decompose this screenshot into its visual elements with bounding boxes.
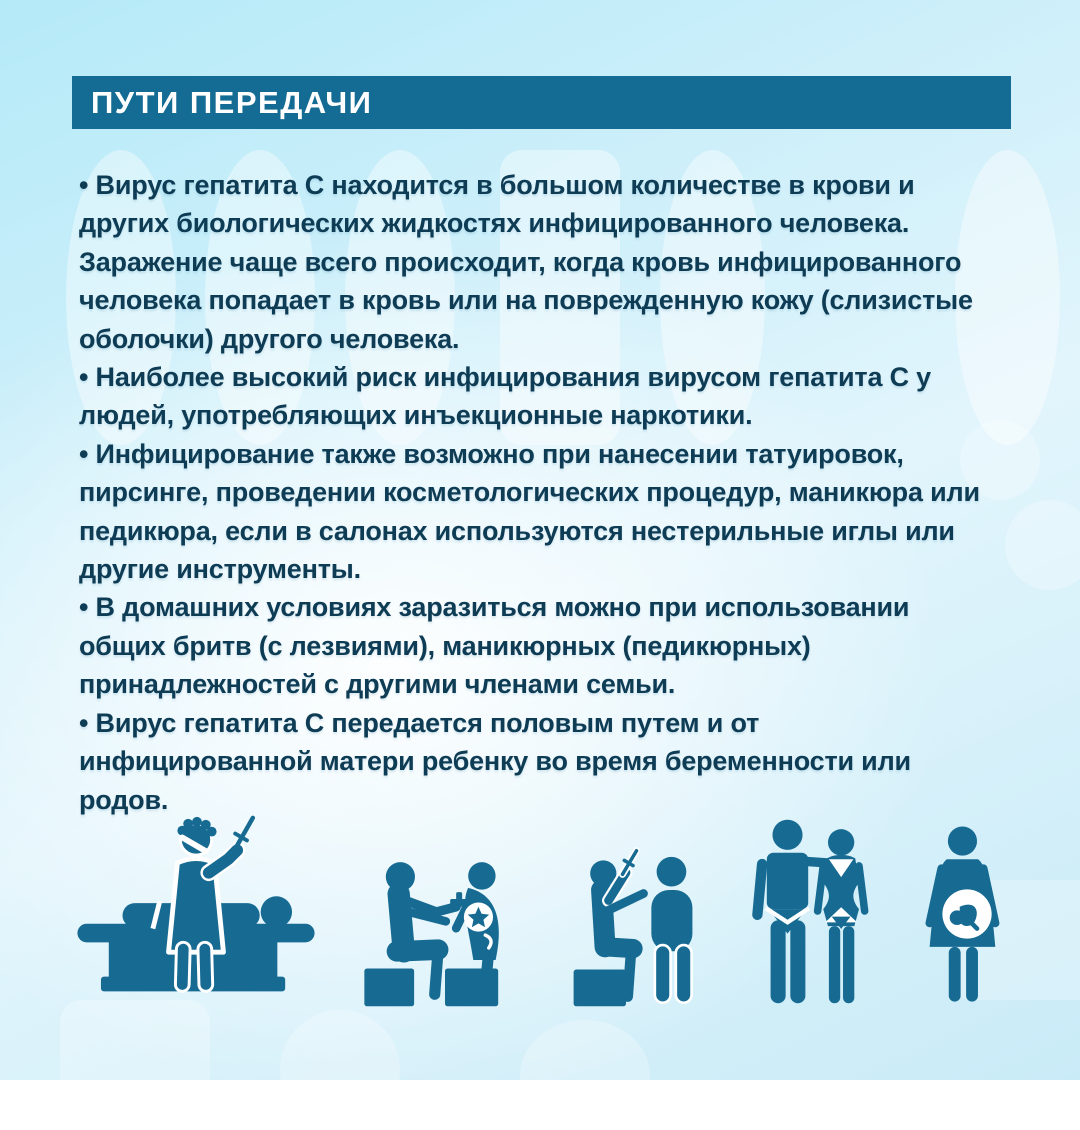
watermark-shape: [280, 1010, 400, 1130]
body-text: [79, 166, 989, 819]
injection-drug-use-icon: [570, 842, 710, 1008]
page-title: ПУТИ ПЕРЕДАЧИ: [91, 84, 373, 120]
tattooing-icon: [359, 845, 531, 1008]
sexual-contact-couple-icon: [748, 815, 875, 1008]
watermark-shape: [1005, 500, 1080, 590]
bullet-paragraph: • Инфицирование также возможно при нанесении татуировок, пирсинге, проведении косметологических процедур, маникюра или педикюра, если в салонах используются нестерильные иглы или другие инструменты.: [79, 438, 980, 585]
bullet-paragraph: • Вирус гепатита С передается половым путем и от инфицированной матери ребенку во время беременности или родов.: [79, 707, 911, 815]
bullet-paragraph: • В домашних условиях заразиться можно при использовании общих бритв (с лезвиями), маникюрных (педикюрных) принадлежностей с другими членами семьи.: [79, 592, 910, 700]
medical-injection-icon: [72, 812, 320, 1008]
pregnant-mother-to-child-icon: [914, 821, 1010, 1008]
bullet-paragraph: • Вирус гепатита С находится в большом количестве в крови и других биологических жидкостях инфицированного человека. Заражение чаще всего происходит, когда кровь инфицированного человека попадает в кровь или на поврежденную кожу (слизистые оболочки) другого человека.: [79, 170, 973, 354]
header-bar: [72, 76, 1011, 129]
pictogram-row: [72, 803, 1010, 1008]
bullet-paragraph: • Наиболее высокий риск инфицирования вирусом гепатита С у людей, употребляющих инъекционные наркотики.: [79, 362, 931, 431]
watermark-shape: [60, 1000, 210, 1120]
watermark-shape: [520, 1020, 650, 1130]
